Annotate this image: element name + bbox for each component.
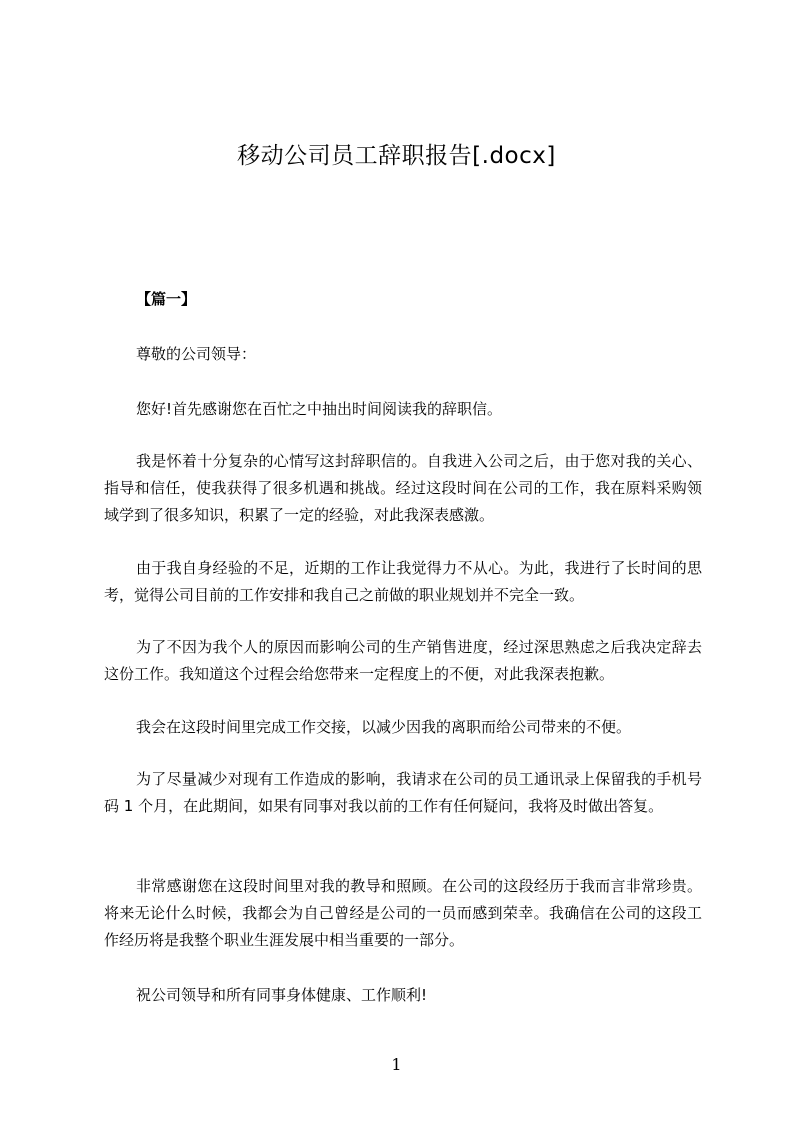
paragraph-body-3: 为了不因为我个人的原因而影响公司的生产销售进度，经过深思熟虑之后我决定辞去这份工作。我知道这个过程会给您带来一定程度上的不便，对此我深表抱歉。 [104, 638, 702, 683]
paragraph-body-6: 非常感谢您在这段时间里对我的教导和照顾。在公司的这段经历于我而言非常珍贵。将来无论什么时候，我都会为自己曾经是公司的一员而感到荣幸。我确信在公司的这段工作经历将是我整个职业生涯发展中相当重要的一部分。 [104, 877, 702, 949]
paragraph-body-1: 我是怀着十分复杂的心情写这封辞职信的。自我进入公司之后，由于您对我的关心、指导和信任，使我获得了很多机遇和挑战。经过这段时间在公司的工作，我在原料采购领域学到了很多知识，积累了一定的经验，对此我深表感激。 [104, 452, 702, 524]
document-title: 移动公司员工辞职报告[.docx] [237, 143, 556, 169]
closing-wishes: 祝公司领导和所有同事身体健康、工作顺利! [136, 986, 428, 1004]
salutation: 尊敬的公司领导： [136, 345, 257, 363]
paragraph-body-5: 为了尽量减少对现有工作造成的影响，我请求在公司的员工通讯录上保留我的手机号码 1 个月，在此期间，如果有同事对我以前的工作有任何疑问，我将及时做出答复。 [104, 770, 702, 815]
section-heading: 【篇一】 [136, 290, 197, 308]
page-number: 1 [391, 1055, 402, 1074]
paragraph-body-2: 由于我自身经验的不足，近期的工作让我觉得力不从心。为此，我进行了长时间的思考，觉得公司目前的工作安排和我自己之前做的职业规划并不完全一致。 [104, 559, 702, 604]
paragraph-body-4: 我会在这段时间里完成工作交接，以减少因我的离职而给公司带来的不便。 [136, 718, 632, 736]
paragraph-greeting: 您好!首先感谢您在百忙之中抽出时间阅读我的辞职信。 [136, 400, 503, 418]
